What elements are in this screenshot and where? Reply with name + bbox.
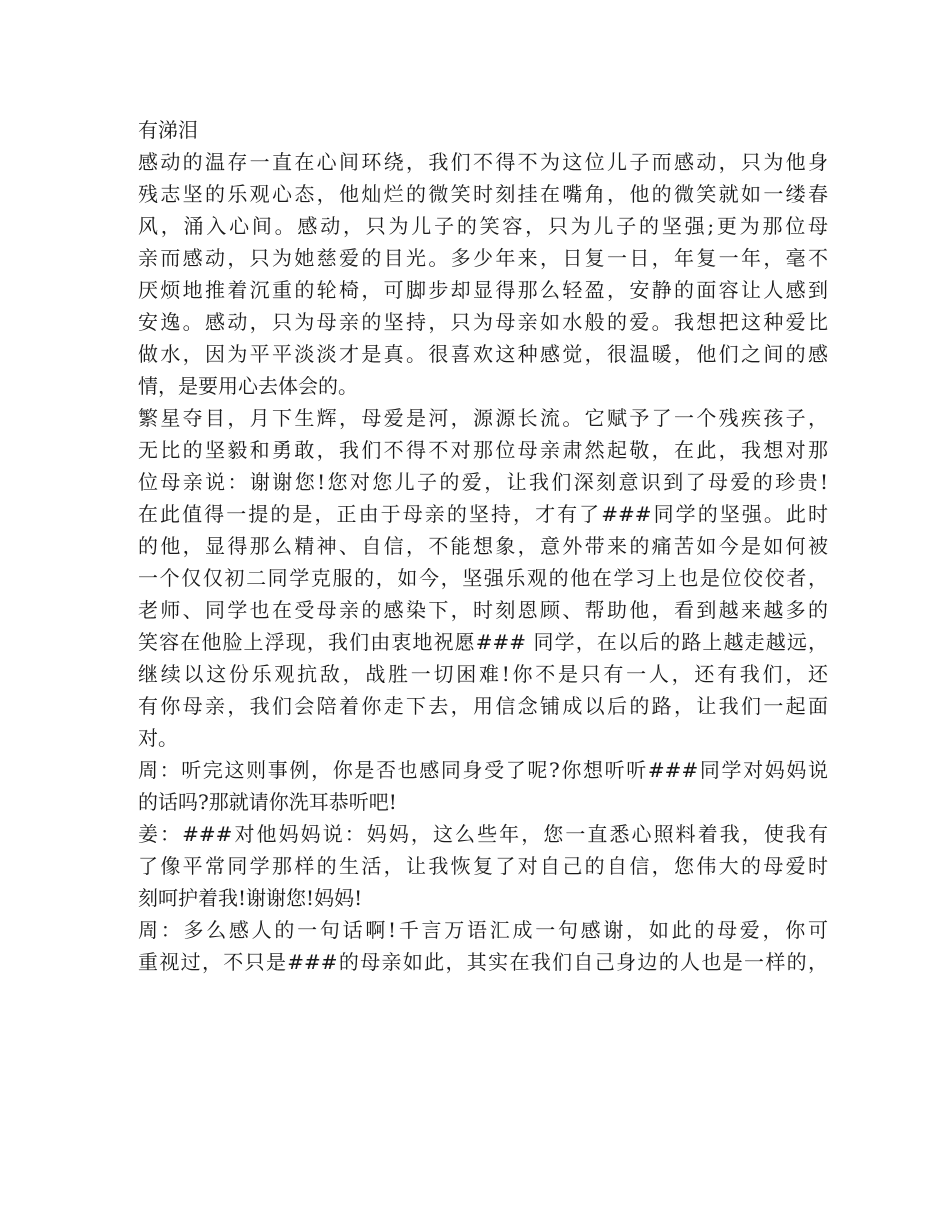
text-line: 对。 <box>138 726 178 750</box>
text-line: 的他，显得那么精神、自信，不能想象，意外带来的痛苦如今是如何被 <box>138 534 828 558</box>
text-line: 重视过，不只是###的母亲如此，其实在我们自己身边的人也是一样的， <box>138 950 828 974</box>
text-line: 风，涌入心间。感动，只为儿子的笑容，只为儿子的坚强;更为那位母 <box>138 214 828 238</box>
text-line: 的话吗?那就请你洗耳恭听吧! <box>138 790 397 814</box>
text-line: 安逸。感动，只为母亲的坚持，只为母亲如水般的爱。我想把这种爱比 <box>138 310 828 334</box>
text-line: 繁星夺目，月下生辉，母爱是河，源源长流。它赋予了一个残疾孩子， <box>138 406 828 430</box>
text-line: 做水，因为平平淡淡才是真。很喜欢这种感觉，很温暖，他们之间的感 <box>138 342 828 366</box>
text-line: 亲而感动，只为她慈爱的目光。多少年来，日复一日，年复一年，毫不 <box>138 246 828 270</box>
text-line: 有你母亲，我们会陪着你走下去，用信念铺成以后的路，让我们一起面 <box>138 694 828 718</box>
text-line: 情，是要用心去体会的。 <box>138 374 358 398</box>
text-line: 一个仅仅初二同学克服的，如今，坚强乐观的他在学习上也是位佼佼者， <box>138 566 828 590</box>
text-line: 笑容在他脸上浮现，我们由衷地祝愿### 同学，在以后的路上越走越远， <box>138 630 828 654</box>
text-line: 厌烦地推着沉重的轮椅，可脚步却显得那么轻盈，安静的面容让人感到 <box>138 278 828 302</box>
text-line: 了像平常同学那样的生活，让我恢复了对自己的自信，您伟大的母爱时 <box>138 854 828 878</box>
text-line: 周：多么感人的一句话啊!千言万语汇成一句感谢，如此的母爱，你可 <box>138 918 828 942</box>
text-line: 继续以这份乐观抗敌，战胜一切困难!你不是只有一人，还有我们，还 <box>138 662 828 686</box>
text-line: 刻呵护着我!谢谢您!妈妈! <box>138 886 363 910</box>
text-line: 残志坚的乐观心态，他灿烂的微笑时刻挂在嘴角，他的微笑就如一缕春 <box>138 182 828 206</box>
text-line: 周：听完这则事例，你是否也感同身受了呢?你想听听###同学对妈妈说 <box>138 758 828 782</box>
text-line: 老师、同学也在受母亲的感染下，时刻恩顾、帮助他，看到越来越多的 <box>138 598 828 622</box>
text-line: 有涕泪 <box>138 118 198 142</box>
text-line: 姜：###对他妈妈说：妈妈，这么些年，您一直悉心照料着我，使我有 <box>138 822 828 846</box>
text-line: 在此值得一提的是，正由于母亲的坚持，才有了###同学的坚强。此时 <box>138 502 828 526</box>
text-line: 无比的坚毅和勇敢，我们不得不对那位母亲肃然起敬，在此，我想对那 <box>138 438 828 462</box>
document-body <box>138 114 828 978</box>
text-line: 位母亲说：谢谢您!您对您儿子的爱，让我们深刻意识到了母爱的珍贵! <box>138 470 828 494</box>
text-line: 感动的温存一直在心间环绕，我们不得不为这位儿子而感动，只为他身 <box>138 150 828 174</box>
